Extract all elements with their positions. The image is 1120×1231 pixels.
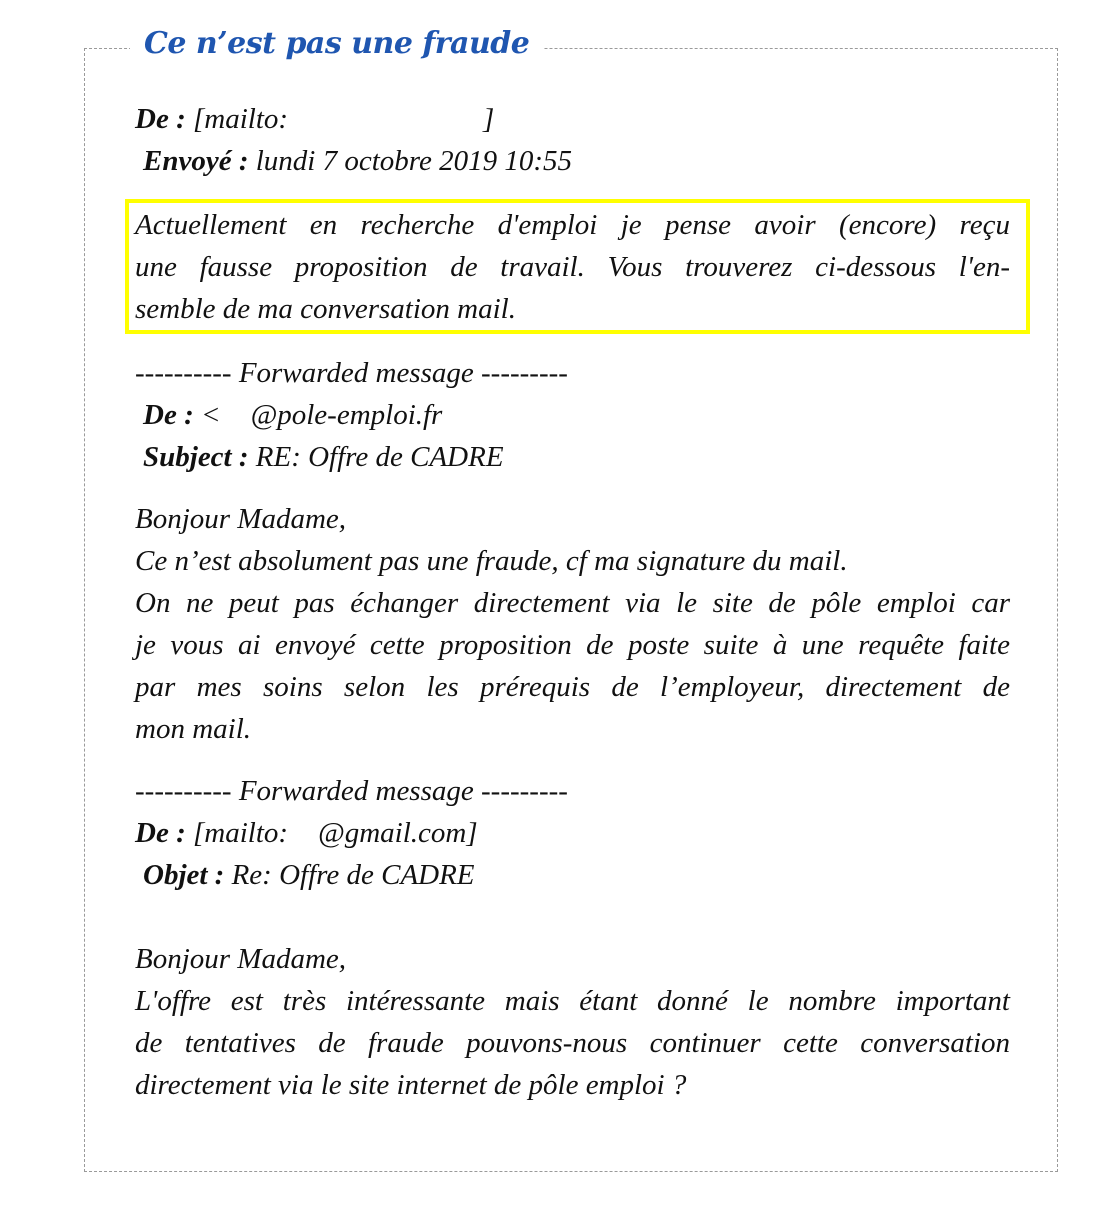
- message1-body-line: par mes soins selon les prérequis de l’employeur, directement de: [135, 671, 1010, 703]
- header-from-label: De :: [135, 103, 186, 135]
- message1-from-prefix: <: [200, 399, 221, 431]
- message1-subject-value: RE: Offre de CADRE: [255, 441, 504, 473]
- message2-body-line: L'offre est très intéressante mais étant donné le nombre important: [135, 985, 1010, 1017]
- message2-subject-value: Re: Offre de CADRE: [231, 859, 475, 891]
- message2-subject-label: Objet :: [143, 859, 225, 891]
- message1-subject-line: [135, 436, 1010, 478]
- header-from-line: [135, 98, 1010, 140]
- message2-from-line: [135, 812, 1010, 854]
- message1-body-line: je vous ai envoyé cette proposition de poste suite à une requête faite: [135, 629, 1010, 661]
- message2-from-prefix: [mailto:: [192, 817, 289, 849]
- message1-body-line: Bonjour Madame,: [135, 503, 347, 535]
- email-content: [135, 98, 1010, 1106]
- message2-body-line: directement via le site internet de pôle emploi ?: [135, 1069, 687, 1101]
- message1-body-line: mon mail.: [135, 713, 251, 745]
- page-title: Ce n’est pas une fraude: [130, 26, 543, 61]
- header-from-prefix: [mailto:: [192, 103, 289, 135]
- message2-separator: ---------- Forwarded message ---------: [135, 775, 568, 807]
- header-sent-line: [135, 140, 1010, 182]
- message1-from-line: [135, 394, 1010, 436]
- message1-body-line: Ce n’est absolument pas une fraude, cf ma signature du mail.: [135, 545, 848, 577]
- header-sent-value: lundi 7 octobre 2019 10:55: [255, 145, 573, 177]
- message1-from-label: De :: [143, 399, 194, 431]
- message2-body-line: Bonjour Madame,: [135, 943, 347, 975]
- message2-from-label: De :: [135, 817, 186, 849]
- message1-body-line: On ne peut pas échanger directement via le site de pôle emploi car: [135, 587, 1010, 619]
- message2-from-suffix: @gmail.com]: [318, 817, 478, 849]
- intro-line-1: Actuellement en recherche d'emploi je pense avoir (encore) reçu: [135, 209, 1010, 241]
- message1-subject-label: Subject :: [143, 441, 249, 473]
- header-sent-label: Envoyé :: [143, 145, 249, 177]
- message1-from-suffix: @pole-emploi.fr: [250, 399, 443, 431]
- header-from-suffix: ]: [483, 103, 495, 135]
- message1-separator: ---------- Forwarded message ---------: [135, 357, 568, 389]
- intro-line-2: une fausse proposition de travail. Vous trouverez ci-dessous l'en-: [135, 251, 1010, 283]
- message2-body-line: de tentatives de fraude pouvons-nous continuer cette conversation: [135, 1027, 1010, 1059]
- intro-line-3: semble de ma conversation mail.: [135, 293, 516, 325]
- message2-subject-line: [135, 854, 1010, 896]
